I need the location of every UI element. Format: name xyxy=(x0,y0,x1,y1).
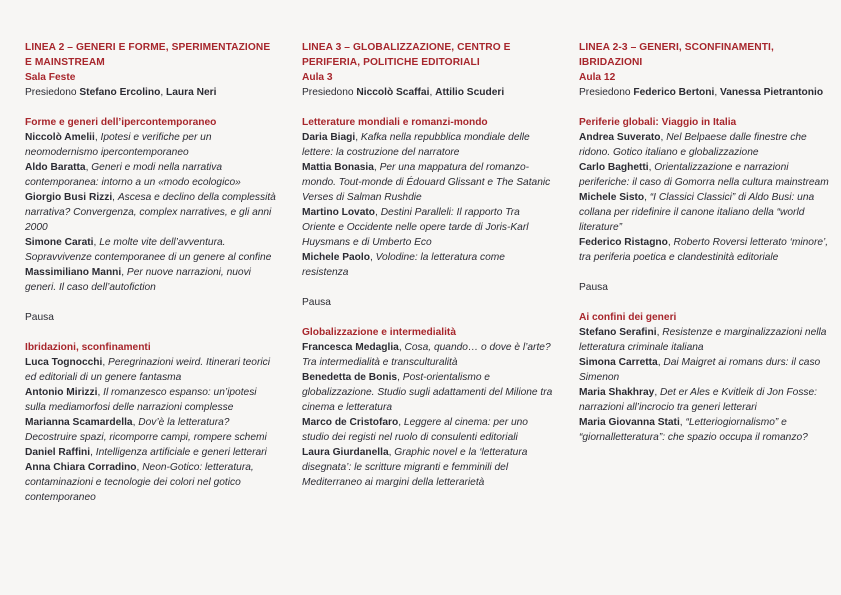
talk-entry: Michele Paolo, Volodine: la letteratura come resistenza xyxy=(302,252,505,278)
session-title: Ai confini dei generi xyxy=(579,312,677,323)
talk-entry: Carlo Baghetti, Orientalizzazione e narrazioni periferiche: il caso di Gomorra nella cultura mainstream xyxy=(579,162,829,188)
talk-entry: Luca Tognocchi, Peregrinazioni weird. Itinerari teorici ed editoriali di un genere fantasma xyxy=(25,357,270,383)
talk-entry: Laura Giurdanella, Graphic novel e la ‘letteratura disegnata’: le scritture migranti e femminili del Mediterraneo ai margini della letterarietà xyxy=(302,447,528,488)
talk-entry: Stefano Serafini, Resistenze e marginalizzazioni nella letteratura criminale italiana xyxy=(579,327,827,353)
talk-entry: Antonio Mirizzi, Il romanzesco espanso: un’ipotesi sulla mediamorfosi delle narrazioni complesse xyxy=(25,387,257,413)
talk-entry: Marco de Cristofaro, Leggere al cinema: per uno studio dei registi nel ruolo di consulenti editoriali xyxy=(302,417,528,443)
talk-entry: Daniel Raffini, Intelligenza artificiale e generi letterari xyxy=(25,447,267,458)
talk-entry: Giorgio Busi Rizzi, Ascesa e declino della complessità narrativa? Convergenza, complex narratives, e gli anni 2000 xyxy=(25,192,276,233)
talk-entry: Marianna Scamardella, Dov’è la letteratura? Decostruire spazi, ricomporre campi, rompere schemi xyxy=(25,417,267,443)
track-chairs: Presiedono Niccolò Scaffai, Attilio Scuderi xyxy=(302,87,505,98)
track-title: LINEA 2-3 – GENERI, SCONFINAMENTI, IBRIDAZIONI xyxy=(579,42,774,68)
talk-entry: Daria Biagi, Kafka nella repubblica mondiale delle lettere: la costruzione del narratore xyxy=(302,132,530,158)
track-column-2 xyxy=(302,40,554,490)
talk-entry: Maria Shakhray, Det er Ales e Kvitleik di Jon Fosse: narrazioni all’incrocio tra generi letterari xyxy=(579,387,818,413)
track-room: Aula 3 xyxy=(302,72,333,83)
track-room: Sala Feste xyxy=(25,72,76,83)
talk-entry: Anna Chiara Corradino, Neon-Gotico: letteratura, contaminazioni e tecnologie dei colori nel gotico contemporaneo xyxy=(25,462,254,503)
session-title: Ibridazioni, sconfinamenti xyxy=(25,342,151,353)
talk-entry: Aldo Baratta, Generi e modi nella narrativa contemporanea: intorno a un «modo ecologico» xyxy=(25,162,241,188)
talk-entry: Niccolò Amelii, Ipotesi e verifiche per un neomodernismo ipercontemporaneo xyxy=(25,132,212,158)
talk-entry: Andrea Suverato, Nel Belpaese dalle finestre che ridono. Gotico italiano e globalizzazione xyxy=(579,132,807,158)
talk-entry: Francesca Medaglia, Cosa, quando… o dove è l’arte? Tra intermedialità e transculturalità xyxy=(302,342,551,368)
talk-entry: Martino Lovato, Destini Paralleli: Il rapporto Tra Oriente e Occidente nelle opere tarde di Joris-Karl Huysmans e di Umberto Eco xyxy=(302,207,529,248)
track-column-1 xyxy=(25,40,277,505)
talk-entry: Benedetta de Bonis, Post-orientalismo e globalizzazione. Studio sugli adattamenti del Milione tra cinema e letteratura xyxy=(302,372,553,413)
talk-entry: Michele Sisto, “I Classici Classici” di Aldo Busi: una collana per ridefinire il canone italiano della “world literature” xyxy=(579,192,815,233)
session-title: Forme e generi dell’ipercontemporaneo xyxy=(25,117,217,128)
talk-entry: Simone Carati, Le molte vite dell’avventura. Sopravvivenze contemporanee di un genere al confine xyxy=(25,237,272,263)
session-title: Periferie globali: Viaggio in Italia xyxy=(579,117,737,128)
track-column-3 xyxy=(579,40,831,445)
talk-entry: Massimiliano Manni, Per nuove narrazioni, nuovi generi. Il caso dell’autofiction xyxy=(25,267,251,293)
track-title: LINEA 2 – GENERI E FORME, SPERIMENTAZIONE E MAINSTREAM xyxy=(25,42,271,68)
talk-entry: Mattia Bonasia, Per una mappatura del romanzo-mondo. Tout-monde di Édouard Glissant e The Satanic Verses di Salman Rushdie xyxy=(302,162,551,203)
track-title: LINEA 3 – GLOBALIZZAZIONE, CENTRO E PERIFERIA, POLITICHE EDITORIALI xyxy=(302,42,511,68)
track-room: Aula 12 xyxy=(579,72,616,83)
talk-entry: Simona Carretta, Dai Maigret ai romans durs: il caso Simenon xyxy=(579,357,821,383)
pause-label: Pausa xyxy=(25,312,54,323)
track-chairs: Presiedono Stefano Ercolino, Laura Neri xyxy=(25,87,217,98)
track-chairs: Presiedono Federico Bertoni, Vanessa Pietrantonio xyxy=(579,87,824,98)
session-title: Globalizzazione e intermedialità xyxy=(302,327,456,338)
talk-entry: Federico Ristagno, Roberto Roversi letterato ‘minore’, tra periferia poetica e clandestinità editoriale xyxy=(579,237,829,263)
session-title: Letterature mondiali e romanzi-mondo xyxy=(302,117,488,128)
talk-entry: Maria Giovanna Stati, “Letteriogiornalismo” e “giornalletteratura”: che spazio occupa il romanzo? xyxy=(579,417,808,443)
pause-label: Pausa xyxy=(302,297,331,308)
pause-label: Pausa xyxy=(579,282,608,293)
